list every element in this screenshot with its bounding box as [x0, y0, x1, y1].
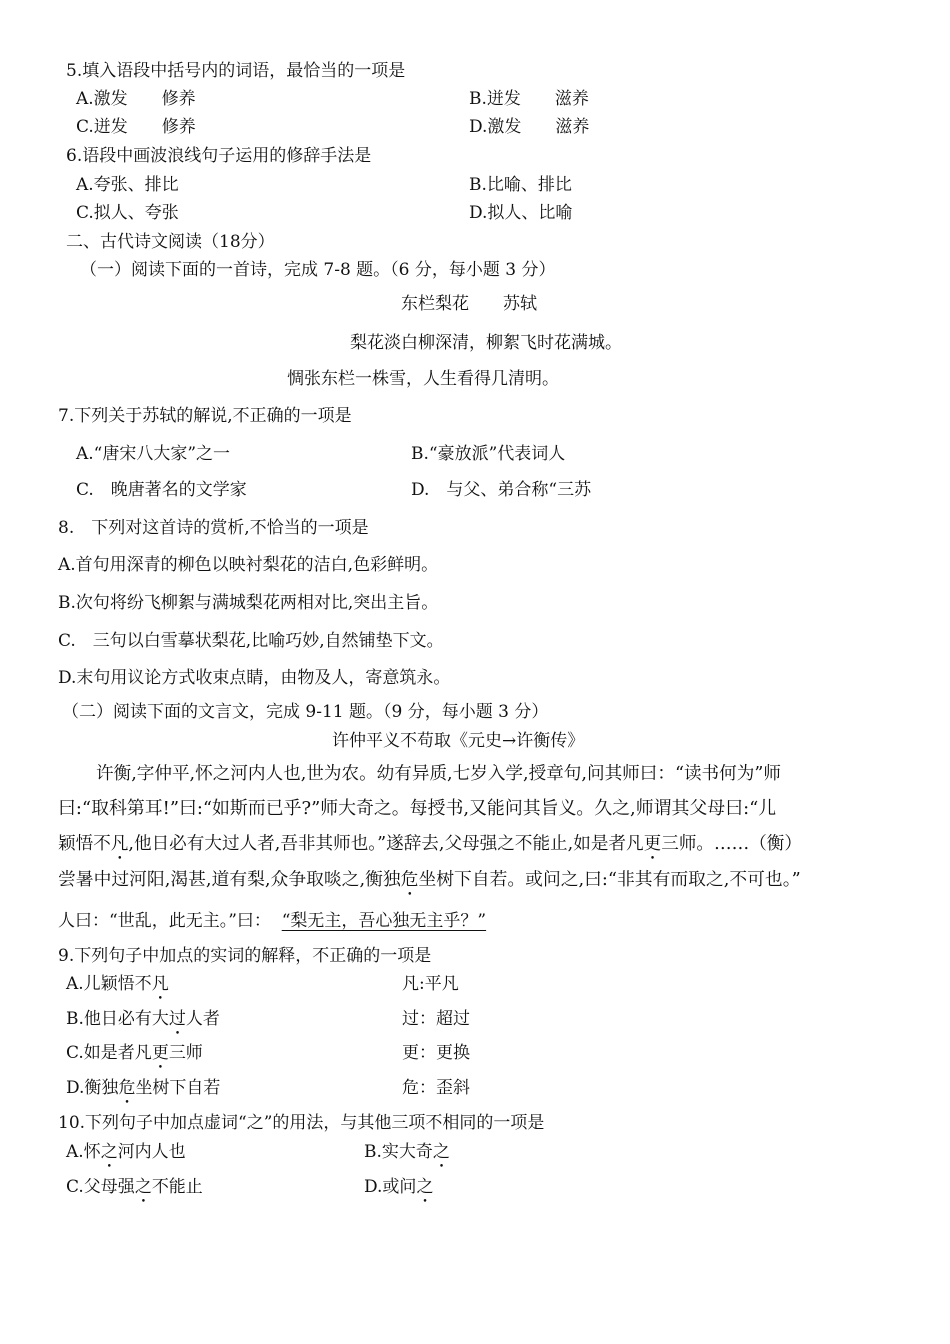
part-1-instruction: （一）阅读下面的一首诗，完成 7-8 题。（6 分，每小题 3 分） [80, 260, 556, 280]
q9-option-c-explanation: 更：更换 [402, 1043, 470, 1063]
q9-option-a: A.儿颖悟不凡 [66, 974, 169, 994]
q10-option-c: C.父母强之不能止 [66, 1177, 203, 1197]
q9-stem: 9.下列句子中加点的实词的解释，不正确的一项是 [58, 946, 432, 966]
part-2-instruction: （二）阅读下面的文言文，完成 9-11 题。（9 分，每小题 3 分） [62, 702, 549, 722]
q6-stem: 6.语段中画波浪线句子运用的修辞手法是 [66, 146, 372, 166]
q8-option-a: A.首句用深青的柳色以映衬梨花的洁白,色彩鲜明。 [58, 555, 439, 575]
q5-option-c: C.迸发 修养 [76, 117, 196, 137]
poem-line-2: 惆张东栏一株雪，人生看得几清明。 [287, 369, 559, 389]
passage-line-3: 颖悟不凡,他日必有大过人者,吾非其师也。”遂辞去,父母强之不能止,如是者凡更三师。……（衡） [58, 834, 802, 854]
q8-stem: 8. 下列对这首诗的赏析,不恰当的一项是 [58, 518, 369, 538]
q6-option-c: C.拟人、夸张 [76, 203, 179, 223]
q6-option-a: A.夸张、排比 [76, 175, 179, 195]
q7-option-d: D. 与父、弟合称“三苏 [411, 480, 592, 500]
emphasis-mark: 凡 [110, 834, 129, 854]
passage-title: 许仲平义不苟取《元史→许衡传》 [332, 731, 585, 751]
poem-line-1: 梨花淡白柳深清，柳絮飞时花满城。 [350, 333, 622, 353]
q5-option-b: B.迸发 滋养 [469, 89, 589, 109]
q5-option-a: A.激发 修养 [76, 89, 196, 109]
passage-line-1: 许衡,字仲平,怀之河内人也,世为农。幼有异质,七岁入学,授章句,问其师曰：“读书何为”师 [96, 764, 781, 784]
q9-option-a-explanation: 凡:平凡 [402, 974, 459, 994]
passage-line-5: 人曰：“世乱，此无主。”曰： “梨无主，吾心独无主乎？” [58, 911, 487, 931]
section-2-heading: 二、古代诗文阅读（18分） [66, 232, 275, 252]
q10-option-a: A.怀之河内人也 [66, 1142, 186, 1162]
emphasis-mark: 危 [400, 869, 419, 890]
emphasis-mark: 更 [643, 834, 662, 854]
q6-option-d: D.拟人、比喻 [469, 203, 573, 223]
q9-option-b: B.他日必有大过人者 [66, 1009, 220, 1029]
q9-option-d-explanation: 危：歪斜 [402, 1078, 470, 1098]
q5-stem: 5.填入语段中括号内的词语，最恰当的一项是 [66, 61, 406, 81]
q8-option-d: D.末句用议论方式收束点睛，由物及人，寄意筑永。 [58, 668, 451, 688]
poem-title: 东栏梨花 苏轼 [401, 294, 537, 314]
q9-option-b-explanation: 过：超过 [402, 1009, 470, 1029]
q9-option-c: C.如是者凡更三师 [66, 1043, 203, 1063]
q7-option-c: C. 晚唐著名的文学家 [76, 480, 247, 500]
q9-option-d: D.衡独危坐树下自若 [66, 1078, 221, 1098]
q10-option-b: B.实大奇之 [364, 1142, 450, 1162]
q10-option-d: D.或问之 [364, 1177, 434, 1197]
q7-option-b: B.“豪放派”代表词人 [411, 444, 566, 464]
q7-option-a: A.“唐宋八大家”之一 [76, 444, 231, 464]
underlined-sentence: “梨无主，吾心独无主乎？” [281, 911, 487, 931]
passage-line-4: 尝暑中过河阳,渴甚,道有梨,众争取啖之,衡独危坐树下自若。或问之,曰:“非其有而取之,不可也。” [58, 869, 801, 890]
q8-option-b: B.次句将纷飞柳絮与满城梨花两相对比,突出主旨。 [58, 593, 439, 613]
q8-option-c: C. 三句以白雪摹状梨花,比喻巧妙,自然铺垫下文。 [58, 631, 444, 651]
q6-option-b: B.比喻、排比 [469, 175, 572, 195]
q7-stem: 7.下列关于苏轼的解说,不正确的一项是 [58, 406, 352, 426]
passage-line-2: 曰:“取科第耳!”曰:“如斯而已乎?”师大奇之。每授书,又能问其旨义。久之,师谓其父母曰:“儿 [58, 798, 777, 819]
q10-stem: 10.下列句子中加点虚词“之”的用法，与其他三项不相同的一项是 [58, 1113, 545, 1133]
q5-option-d: D.激发 滋养 [469, 117, 590, 137]
